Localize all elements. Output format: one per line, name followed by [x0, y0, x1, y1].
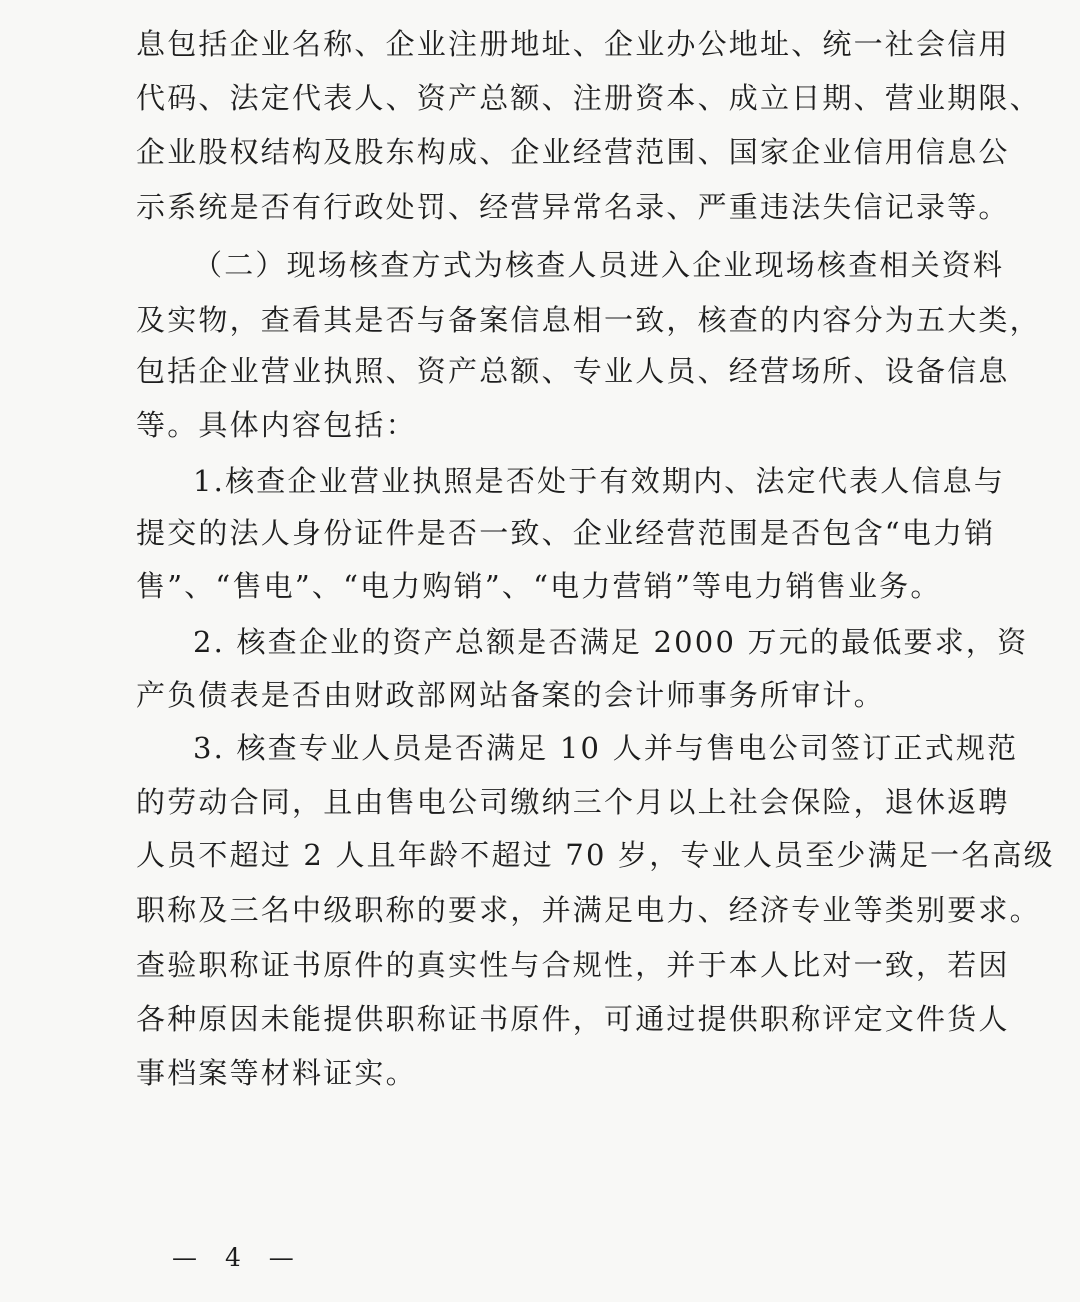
text-line: 售”、“售电”、“电力购销”、“电力营销”等电力销售业务。 — [136, 569, 942, 603]
text-line: 职称及三名中级职称的要求，并满足电力、经济专业等类别要求。 — [136, 893, 1041, 927]
text-line: 及实物，查看其是否与备案信息相一致，核查的内容分为五大类， — [136, 303, 1041, 337]
text-line: 企业股权结构及股东构成、企业经营范围、国家企业信用信息公 — [136, 135, 1010, 169]
text-line: （二）现场核查方式为核查人员进入企业现场核查相关资料 — [193, 248, 1005, 282]
text-line: 2. 核查企业的资产总额是否满足 2000 万元的最低要求，资 — [193, 625, 1029, 659]
text-line: 事档案等材料证实。 — [136, 1056, 417, 1090]
text-line: 包括企业营业执照、资产总额、专业人员、经营场所、设备信息 — [136, 354, 1010, 388]
text-line: 息包括企业名称、企业注册地址、企业办公地址、统一社会信用 — [136, 27, 1010, 61]
text-line: 示系统是否有行政处罚、经营异常名录、严重违法失信记录等。 — [136, 190, 1010, 224]
text-line: 提交的法人身份证件是否一致、企业经营范围是否包含“电力销 — [136, 516, 996, 550]
text-line: 查验职称证书原件的真实性与合规性，并于本人比对一致，若因 — [136, 948, 1010, 982]
text-line: 等。具体内容包括： — [136, 408, 417, 442]
text-line: 的劳动合同，且由售电公司缴纳三个月以上社会保险，退休返聘 — [136, 785, 1010, 819]
text-line: 人员不超过 2 人且年龄不超过 70 岁，专业人员至少满足一名高级 — [136, 838, 1055, 872]
page-number: — 4 — — [172, 1243, 304, 1272]
text-line: 3. 核查专业人员是否满足 10 人并与售电公司签订正式规范 — [193, 731, 1019, 765]
text-line: 产负债表是否由财政部网站备案的会计师事务所审计。 — [136, 678, 885, 712]
text-line: 代码、法定代表人、资产总额、注册资本、成立日期、营业期限、 — [136, 81, 1041, 115]
text-line: 各种原因未能提供职称证书原件，可通过提供职称评定文件货人 — [136, 1002, 1010, 1036]
text-line: 1.核查企业营业执照是否处于有效期内、法定代表人信息与 — [193, 464, 1006, 498]
